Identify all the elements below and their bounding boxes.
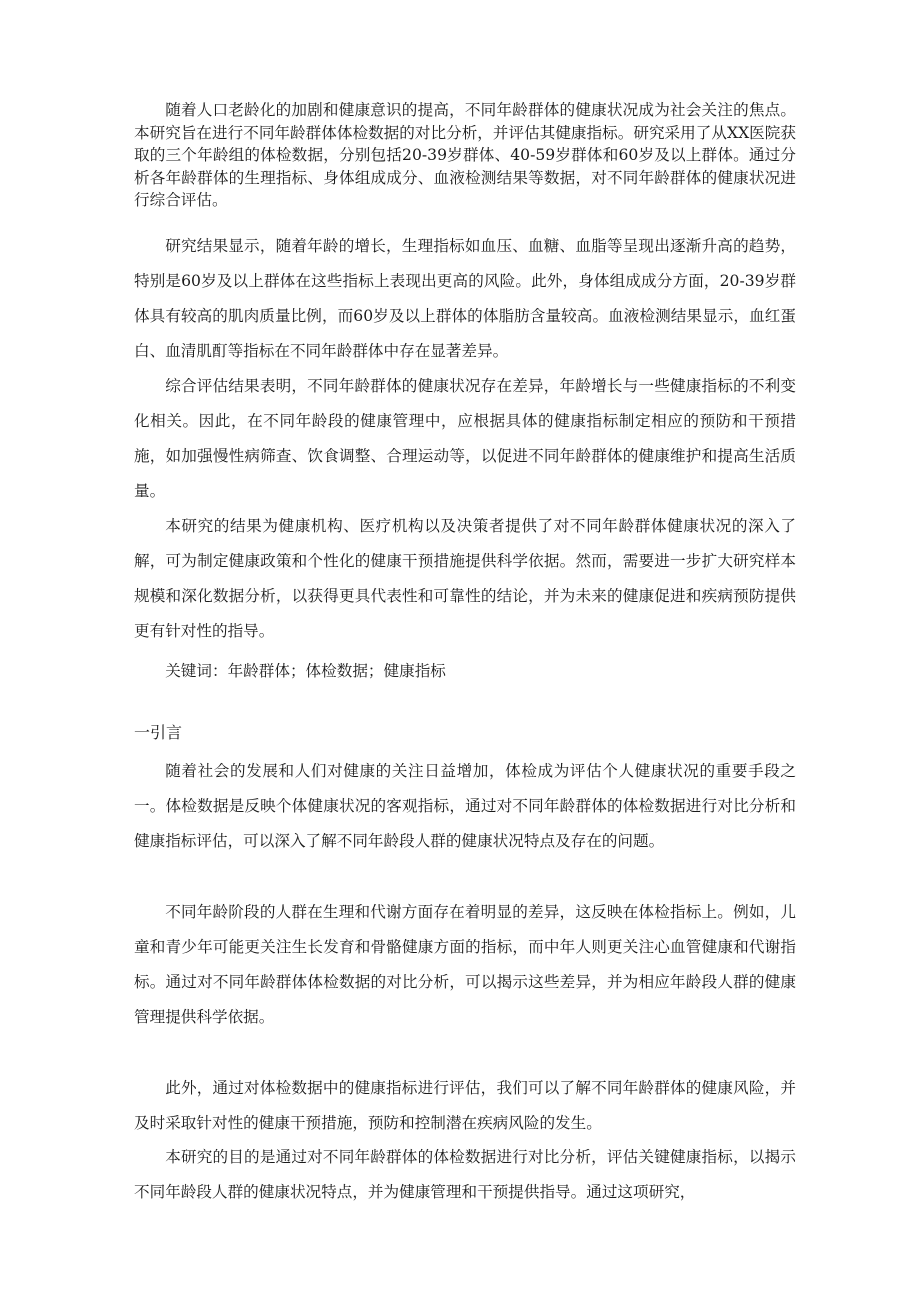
abstract-paragraph-3: 综合评估结果表明，不同年龄群体的健康状况存在差异，年龄增长与一些健康指标的不利变化相关。因此，在不同年龄段的健康管理中，应根据具体的健康指标制定相应的预防和干预措施，如加强慢性病筛查、饮食调整、合理运动等，以促进不同年龄群体的健康维护和提高生活质量。 (134, 377, 796, 500)
abstract-paragraph-2: 研究结果显示，随着年龄的增长，生理指标如血压、血糖、血脂等呈现出逐渐升高的趋势，特别是60岁及以上群体在这些指标上表现出更高的风险。此外，身体组成成分方面，20-39岁群体具有较高的肌肉质量比例，而60岁及以上群体的体脂肪含量较高。血液检测结果显示，血红蛋白、血清肌酊等指标在不同年龄群体中存在显著差异。 (134, 237, 796, 360)
intro-paragraph-2: 不同年龄阶段的人群在生理和代谢方面存在着明显的差异，这反映在体检指标上。例如，儿童和青少年可能更关注生长发育和骨骼健康方面的指标，而中年人则更关注心血管健康和代谢指标。通过对不同年龄群体体检数据的对比分析，可以揭示这些差异，并为相应年龄段人群的健康管理提供科学依据。 (134, 903, 796, 1026)
abstract-paragraph-1: 随着人口老龄化的加剧和健康意识的提高，不同年龄群体的健康状况成为社会关注的焦点。本研究旨在进行不同年龄群体体检数据的对比分析，并评估其健康指标。研究采用了从XX医院获取的三个年龄组的体检数据，分别包括20-39岁群体、40-59岁群体和60岁及以上群体。通过分析各年龄群体的生理指标、身体组成成分、血液检测结果等数据，对不同年龄群体的健康状况进行综合评估。 (134, 101, 796, 210)
intro-paragraph-3: 此外，通过对体检数据中的健康指标进行评估，我们可以了解不同年龄群体的健康风险，并及时采取针对性的健康干预措施，预防和控制潜在疾病风险的发生。 (134, 1079, 796, 1132)
keywords-line: 关键词：年龄群体；体检数据；健康指标 (165, 662, 446, 680)
intro-paragraph-4: 本研究的目的是通过对不同年龄群体的体检数据进行对比分析，评估关键健康指标，以揭示不同年龄段人群的健康状况特点，并为健康管理和干预提供指导。通过这项研究， (134, 1148, 796, 1201)
section-heading-introduction: 一引言 (134, 723, 183, 742)
intro-paragraph-1: 随着社会的发展和人们对健康的关注日益增加，体检成为评估个人健康状况的重要手段之一。体检数据是反映个体健康状况的客观指标，通过对不同年龄群体的体检数据进行对比分析和健康指标评估，可以深入了解不同年龄段人群的健康状况特点及存在的问题。 (134, 762, 796, 850)
abstract-paragraph-4: 本研究的结果为健康机构、医疗机构以及决策者提供了对不同年龄群体健康状况的深入了解，可为制定健康政策和个性化的健康干预措施提供科学依据。然而，需要进一步扩大研究样本规模和深化数据分析，以获得更具代表性和可靠性的结论，并为未来的健康促进和疾病预防提供更有针对性的指导。 (134, 517, 796, 640)
